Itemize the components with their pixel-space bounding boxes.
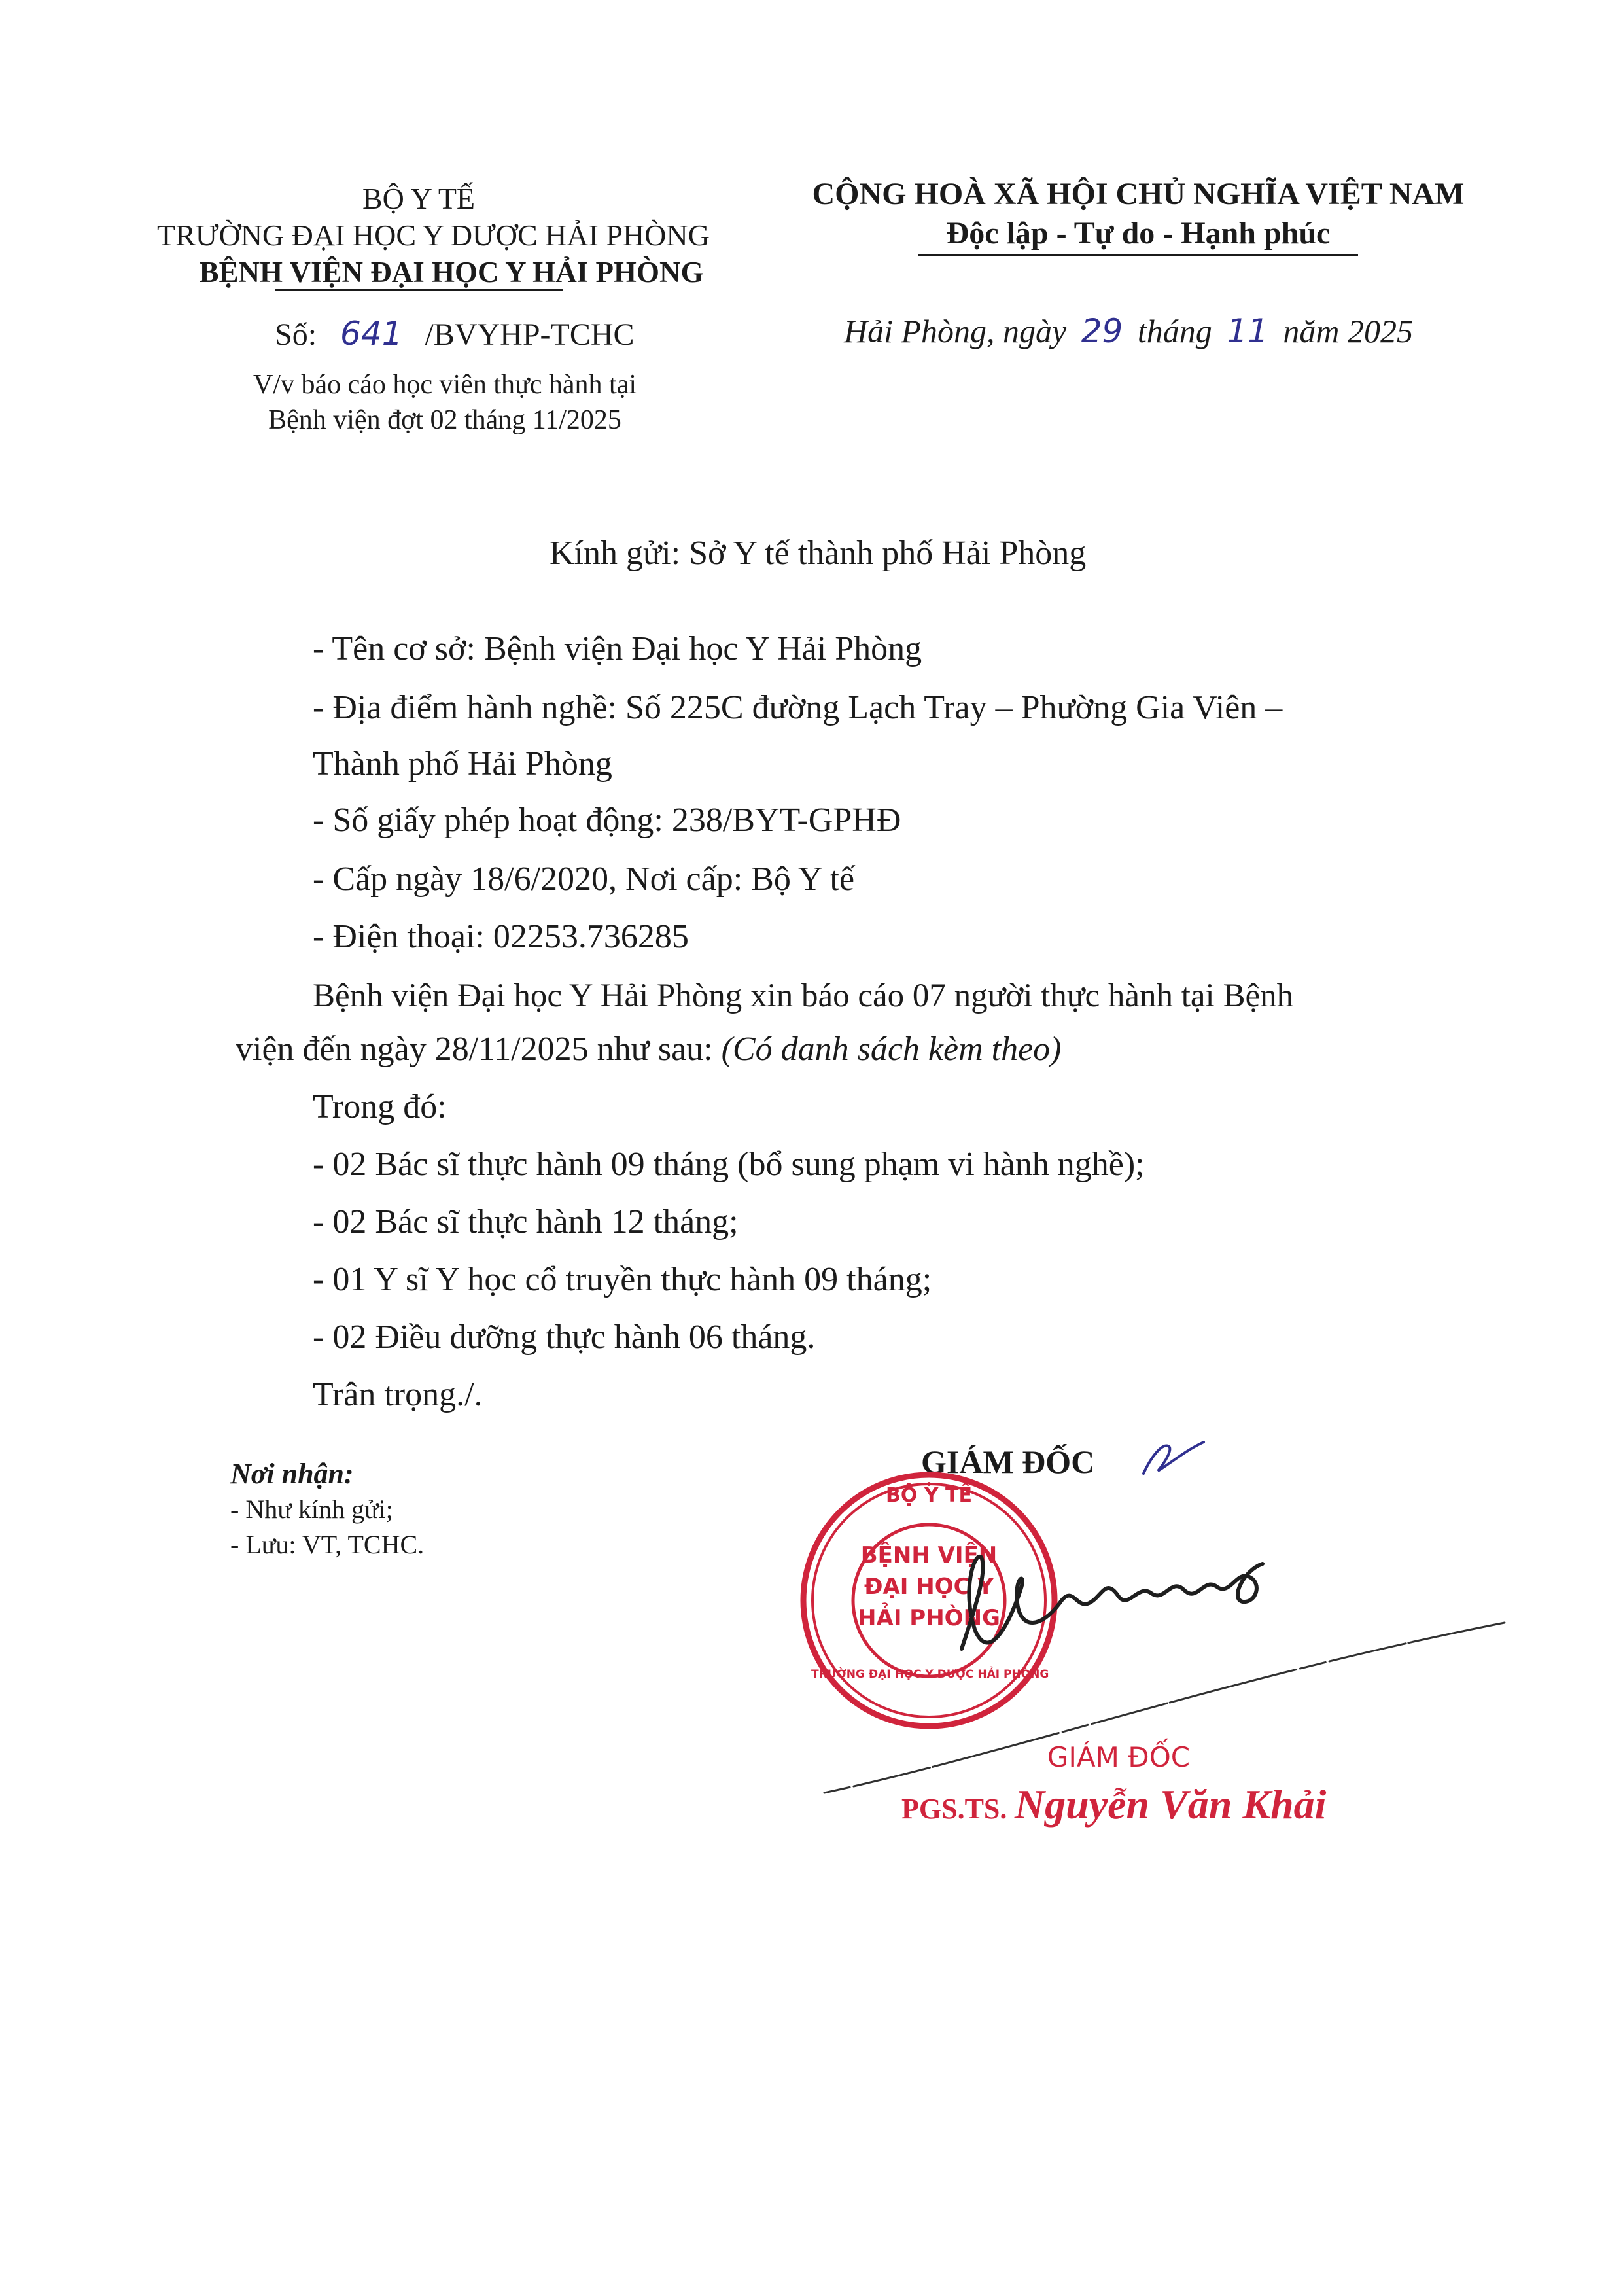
report-note: (Có danh sách kèm theo) <box>721 1031 1062 1068</box>
document-number <box>275 315 635 353</box>
motto-underline <box>918 254 1358 256</box>
address-line-2: Thành phố Hải Phòng <box>313 745 612 783</box>
country-name: CỘNG HOÀ XÃ HỘI CHỦ NGHĨA VIỆT NAM <box>812 177 1465 211</box>
national-motto: Độc lập - Tự do - Hạnh phúc <box>946 216 1331 251</box>
stamp-center-line: HẢI PHÒNG <box>858 1605 1000 1631</box>
phone-number: - Điện thoại: 02253.736285 <box>313 918 689 955</box>
university-name: TRƯỜNG ĐẠI HỌC Y DƯỢC HẢI PHÒNG <box>157 219 710 252</box>
in-which: Trong đó: <box>313 1088 447 1125</box>
stamp-center-line: BỆNH VIỆN <box>860 1542 998 1568</box>
closing: Trân trọng./. <box>313 1376 483 1413</box>
number-label: Số: <box>275 317 317 352</box>
facility-name: - Tên cơ sở: Bệnh viện Đại học Y Hải Phòng <box>313 630 922 667</box>
initial-mark-icon <box>1138 1437 1210 1483</box>
list-item: - 02 Điều dưỡng thực hành 06 tháng. <box>313 1318 816 1356</box>
signature-position: GIÁM ĐỐC <box>921 1443 1095 1480</box>
date-month: 11 <box>1227 312 1268 350</box>
recipients-title: Nơi nhận: <box>230 1458 354 1490</box>
recipient-item: - Như kính gửi; <box>230 1494 393 1524</box>
number-suffix: /BVYHP-TCHC <box>425 317 635 352</box>
signature-scribble-icon <box>935 1531 1341 1675</box>
signer-name-line <box>901 1780 1326 1834</box>
list-item: - 02 Bác sĩ thực hành 09 tháng (bổ sung phạm vi hành nghề); <box>313 1146 1145 1183</box>
stamp-center-line: ĐẠI HỌC Y <box>864 1574 994 1600</box>
issued-info: - Cấp ngày 18/6/2020, Nơi cấp: Bộ Y tế <box>313 860 855 898</box>
date-day: 29 <box>1081 312 1123 350</box>
hospital-name: BỆNH VIỆN ĐẠI HỌC Y HẢI PHÒNG <box>199 256 704 289</box>
list-item: - 02 Bác sĩ thực hành 12 tháng; <box>313 1203 739 1241</box>
address-line-1: - Địa điểm hành nghề: Số 225C đường Lạch Tray – Phường Gia Viên – <box>313 689 1283 726</box>
date-place: Hải Phòng, ngày <box>844 313 1067 349</box>
stamp-top-text: BỘ Y TẾ <box>886 1484 972 1507</box>
license-number: - Số giấy phép hoạt động: 238/BYT-GPHĐ <box>313 802 901 839</box>
salutation: Kính gửi: Sở Y tế thành phố Hải Phòng <box>550 535 1087 572</box>
list-item: - 01 Y sĩ Y học cổ truyền thực hành 09 tháng; <box>313 1261 932 1298</box>
hospital-underline <box>275 289 563 291</box>
subject-line-2: Bệnh viện đợt 02 tháng 11/2025 <box>268 405 621 435</box>
report-text: viện đến ngày 28/11/2025 như sau: <box>236 1031 713 1068</box>
report-line-1: Bệnh viện Đại học Y Hải Phòng xin báo cáo 07 người thực hành tại Bệnh <box>313 978 1294 1014</box>
date-month-label: tháng <box>1137 313 1212 349</box>
date-year: năm 2025 <box>1283 313 1413 349</box>
date-line <box>844 311 1413 351</box>
signer-title: PGS.TS. <box>901 1793 1007 1825</box>
stamp-signer-position: GIÁM ĐỐC <box>1047 1741 1191 1773</box>
ministry-name: BỘ Y TẾ <box>362 182 476 215</box>
signer-name: Nguyễn Văn Khải <box>1014 1781 1327 1828</box>
number-handwritten: 641 <box>340 315 403 353</box>
report-line-2 <box>236 1029 1061 1070</box>
stamp-ring-text: TRƯỜNG ĐẠI HỌC Y DƯỢC HẢI PHÒNG <box>811 1668 1049 1681</box>
subject-line-1: V/v báo cáo học viên thực hành tại <box>253 370 637 400</box>
recipient-item: - Lưu: VT, TCHC. <box>230 1530 425 1559</box>
